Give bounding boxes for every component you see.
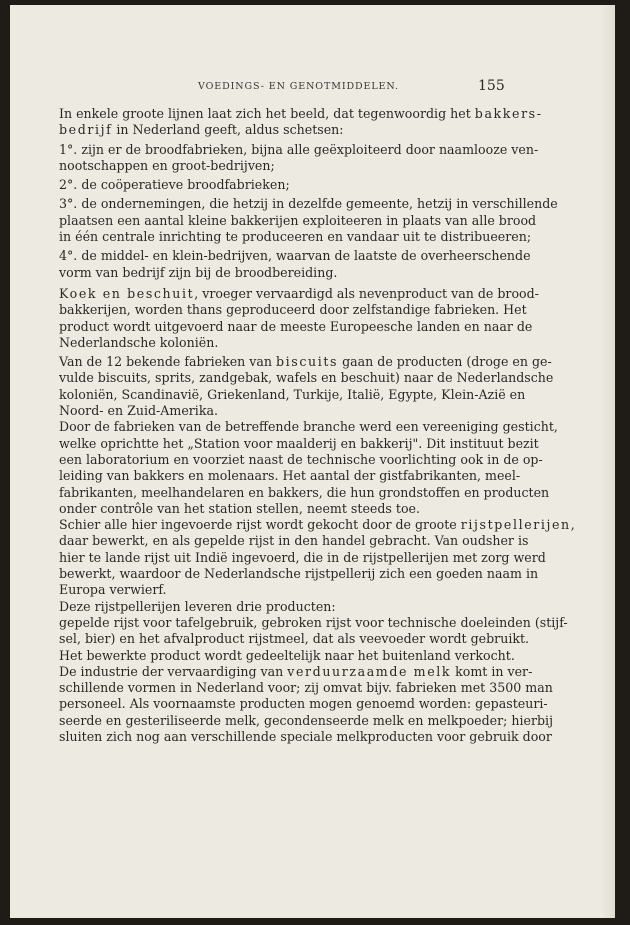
text-line: sel, bier) en het afvalproduct rijstmeel, dat als veevoeder wordt gebruikt. xyxy=(59,631,530,647)
text-line: sluiten zich nog aan verschillende speciale melkproducten voor gebruik door xyxy=(59,728,552,744)
text-line: welke oprichtte het „Station voor maalderij en bakkerij". Dit instituut bezit xyxy=(59,435,539,451)
list-item-line: in één centrale inrichting te produceeren en vandaar uit te distribueeren; xyxy=(59,229,532,245)
text-line: onder contrôle van het station stellen, neemt steeds toe. xyxy=(59,500,420,516)
text-line: Door de fabrieken van de betreffende branche werd een vereeniging gesticht, xyxy=(59,419,558,435)
text-line: daar bewerkt, en als gepelde rijst in den handel gebracht. Van oudsher is xyxy=(59,533,529,549)
book-page xyxy=(10,5,615,918)
text-line: bakkerijen, worden thans geproduceerd door zelfstandige fabrieken. Het xyxy=(59,302,527,318)
text-line: fabrikanten, meelhandelaren en bakkers, die hun grondstoffen en producten xyxy=(59,484,550,500)
text-line: De industrie der vervaardiging van verduurzaamde melk komt in ver- xyxy=(59,663,533,679)
text-line: Nederlandsche koloniën. xyxy=(59,334,219,350)
text-line: Schier alle hier ingevoerde rijst wordt gekocht door de groote rijstpellerijen, xyxy=(59,517,575,533)
text-line: vulde biscuits, sprits, zandgebak, wafels en beschuit) naar de Nederlandsche xyxy=(59,370,554,386)
text-line: bedrijf in Nederland geeft, aldus schetsen: xyxy=(59,122,344,138)
text-line: Het bewerkte product wordt gedeeltelijk naar het buitenland verkocht. xyxy=(59,647,515,663)
text-line: Van de 12 bekende fabrieken van biscuits gaan de producten (droge en ge- xyxy=(59,354,552,370)
text-line: personeel. Als voornaamste producten mogen genoemd worden: gepasteuri- xyxy=(59,696,548,712)
text-line: een laboratorium en voorziet naast de technische voorlichting ook in de op- xyxy=(59,451,543,467)
text-line: Deze rijstpellerijen leveren drie producten: xyxy=(59,598,336,614)
list-item-line: nootschappen en groot-bedrijven; xyxy=(59,157,275,173)
text-line: Europa verwierf. xyxy=(59,582,167,598)
list-item-line: 1°. zijn er de broodfabrieken, bijna alle geëxploiteerd door naamlooze ven- xyxy=(59,141,539,157)
text-line: hier te lande rijst uit Indië ingevoerd, die in de rijstpellerijen met zorg werd xyxy=(59,549,546,565)
text-line: gepelde rijst voor tafelgebruik, gebroken rijst voor technische doeleinden (stijf- xyxy=(59,614,568,630)
list-item-line: 4°. de middel- en klein-bedrijven, waarvan de laatste de overheerschende xyxy=(59,248,531,264)
text-line: leiding van bakkers en molenaars. Het aantal der gistfabrikanten, meel- xyxy=(59,468,521,484)
text-line: Noord- en Zuid-Amerika. xyxy=(59,403,218,419)
list-item-line: 2°. de coöperatieve broodfabrieken; xyxy=(59,177,290,193)
text-line: product wordt uitgevoerd naar de meeste Europeesche landen en naar de xyxy=(59,318,533,334)
page-number: 155 xyxy=(478,78,505,94)
text-line: seerde en gesteriliseerde melk, gecondenseerde melk en melkpoeder; hierbij xyxy=(59,712,553,728)
list-item-line: vorm van bedrijf zijn bij de broodbereiding. xyxy=(59,264,338,280)
list-item-line: 3°. de ondernemingen, die hetzij in dezelfde gemeente, hetzij in verschillende xyxy=(59,196,558,212)
text-line: bewerkt, waardoor de Nederlandsche rijstpellerij zich een goeden naam in xyxy=(59,566,539,582)
list-item-line: plaatsen een aantal kleine bakkerijen exploiteeren in plaats van alle brood xyxy=(59,212,537,228)
text-line: Koek en beschuit, vroeger vervaardigd als nevenproduct van de brood- xyxy=(59,285,539,301)
page-header xyxy=(10,78,615,100)
running-head: VOEDINGS- EN GENOTMIDDELEN. xyxy=(198,81,399,92)
text-line: schillende vormen in Nederland voor; zij omvat bijv. fabrieken met 3500 man xyxy=(59,680,553,696)
text-line: In enkele groote lijnen laat zich het beeld, dat tegenwoordig het bakkers- xyxy=(59,106,543,121)
text-line: koloniën, Scandinavië, Griekenland, Turkije, Italië, Egypte, Klein-Azië en xyxy=(59,386,526,402)
page-edge-shadow xyxy=(601,5,615,918)
body-text xyxy=(59,106,575,745)
